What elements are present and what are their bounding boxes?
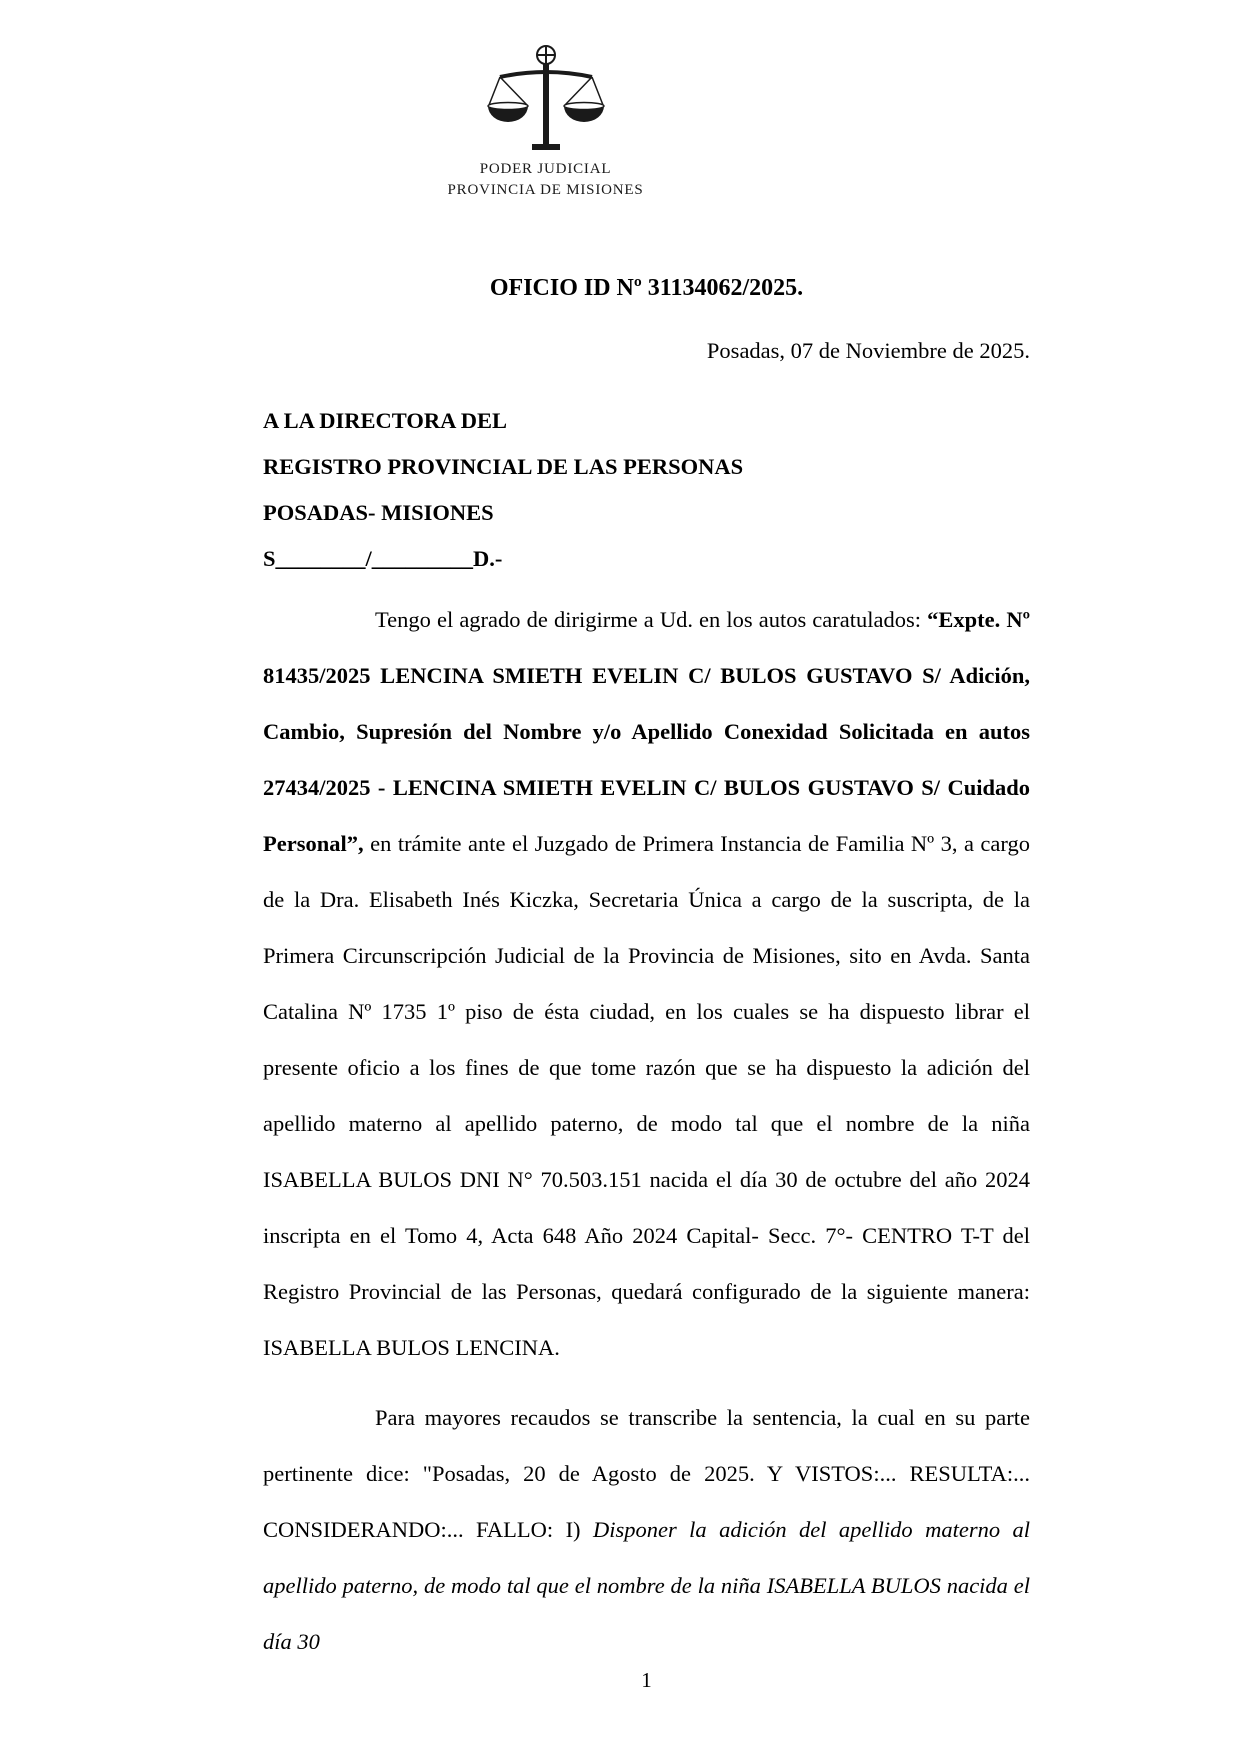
text-run-normal: Para mayores recaudos se transcribe la sentencia, la cual en su parte pertinente dice: "Posadas, 20 de Agosto de 2025. Y VISTOS:... RESULTA:... CONSIDERANDO:... FALLO: I)	[263, 1405, 1030, 1542]
recipient-line-3: POSADAS- MISIONES	[263, 500, 494, 525]
paragraph	[263, 592, 1030, 1376]
recipient-line-2: REGISTRO PROVINCIAL DE LAS PERSONAS	[263, 454, 744, 479]
org-region: PROVINCIA DE MISIONES	[447, 182, 644, 198]
org-name: PODER JUDICIAL	[479, 161, 612, 177]
text-run-normal: Tengo el agrado de dirigirme a Ud. en los autos caratulados:	[375, 607, 928, 632]
scales-of-justice-logo	[485, 44, 607, 154]
recipient-salutation-line: S________/_________D.-	[263, 546, 503, 571]
document-title: OFICIO ID Nº 31134062/2025.	[489, 275, 804, 301]
text-run-normal: en trámite ante el Juzgado de Primera Instancia de Familia Nº 3, a cargo de la Dra. Elisabeth Inés Kiczka, Secretaria Única a cargo de la suscripta, de la Primera Circunscripción Judicial de la Provincia de Misiones, sito en Avda. Santa Catalina Nº 1735 1º piso de ésta ciudad, en los cuales se ha dispuesto librar el presente oficio a los fines de que tome razón que se ha dispuesto la adición del apellido materno al apellido paterno, de modo tal que el nombre de la niña ISABELLA BULOS DNI N° 70.503.151 nacida el día 30 de octubre del año 2024 inscripta en el Tomo 4, Acta 648 Año 2024 Capital- Secc. 7°- CENTRO T-T del Registro Provincial de las Personas, quedará configurado de la siguiente manera: ISABELLA BULOS LENCINA.	[263, 831, 1030, 1360]
recipient-block	[263, 398, 1030, 582]
text-run-bold: “Expte. Nº 81435/2025 LENCINA SMIETH EVELIN C/ BULOS GUSTAVO S/ Adición, Cambio, Supresión del Nombre y/o Apellido Conexidad Solicitada en autos 27434/2025 - LENCINA SMIETH EVELIN C/ BULOS GUSTAVO S/ Cuidado Personal”,	[263, 607, 1030, 856]
recipient-line-1: A LA DIRECTORA DEL	[263, 408, 508, 433]
page-number: 1	[641, 1668, 652, 1692]
letterhead	[162, 44, 929, 199]
date-line: Posadas, 07 de Noviembre de 2025.	[706, 338, 1030, 363]
paragraph	[263, 1390, 1030, 1670]
text-run-italic: Disponer la adición del apellido materno al apellido paterno, de modo tal que el nombre de la niña ISABELLA BULOS nacida el día 30	[263, 1517, 1030, 1654]
document-body	[263, 592, 1030, 1670]
